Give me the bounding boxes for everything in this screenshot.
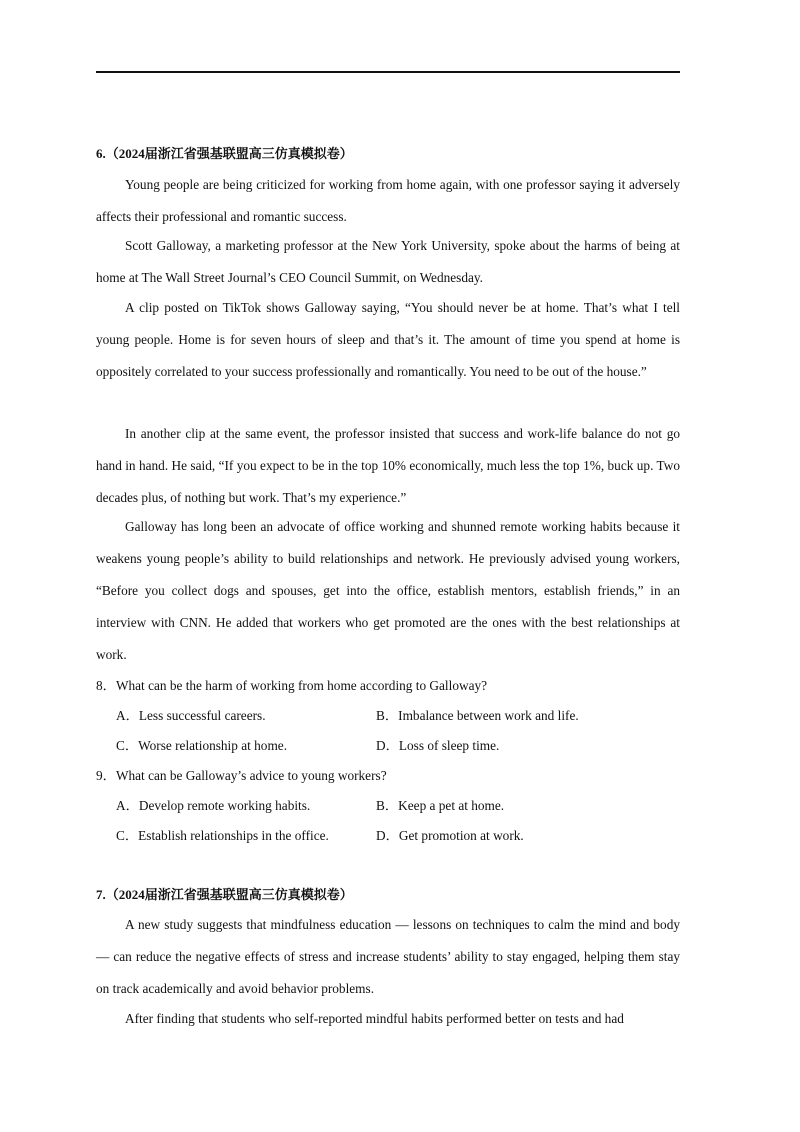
- section-6-paragraph-5: Galloway has long been an advocate of office working and shunned remote working habits because it weakens young people’s ability to build relationships and network. He previously advised young workers, “Before you collect dogs and spouses, get into the office, establish mentors, establish friends,” in an interview with CNN. He added that workers who get promoted are the ones with the best relationships at work.: [96, 519, 680, 662]
- section-7-paragraph-2: After finding that students who self-reported mindful habits performed better on tests and had: [125, 1011, 624, 1026]
- question-8-option-d: D．Loss of sleep time.: [376, 738, 500, 753]
- question-9-option-a: A．Develop remote working habits.: [116, 798, 311, 813]
- section-6-paragraph-3: A clip posted on TikTok shows Galloway saying, “You should never be at home. That’s what I tell young people. Home is for seven hours of sleep and that’s it. The amount of time you spend at home is oppositely correlated to your success professionally and romantically. You need to be out of the house.”: [96, 300, 680, 379]
- question-9-option-b: B．Keep a pet at home.: [376, 798, 505, 813]
- section-7-paragraph-1: A new study suggests that mindfulness education — lessons on techniques to calm the mind and body — can reduce the negative effects of stress and increase students’ ability to stay engaged, helping them stay on track academically and avoid behavior problems.: [96, 917, 680, 996]
- section-6-paragraph-1: Young people are being criticized for working from home again, with one professor saying it adversely affects their professional and romantic success.: [96, 177, 680, 224]
- section-6-paragraph-2: Scott Galloway, a marketing professor at the New York University, spoke about the harms of being at home at The Wall Street Journal’s CEO Council Summit, on Wednesday.: [96, 238, 680, 285]
- section-6-paragraph-4: In another clip at the same event, the professor insisted that success and work-life balance do not go hand in hand. He said, “If you expect to be in the top 10% economically, much less the top 1%, buck up. Two decades plus, of nothing but work. That’s my experience.”: [96, 426, 680, 505]
- question-8-stem: 8．What can be the harm of working from home according to Galloway?: [96, 678, 488, 693]
- section-6-title: 6.（2024届浙江省强基联盟高三仿真模拟卷）: [96, 146, 353, 161]
- question-9-option-c: C．Establish relationships in the office.: [116, 828, 329, 843]
- question-9-stem: 9．What can be Galloway’s advice to young workers?: [96, 768, 387, 783]
- header-rule: [96, 71, 680, 73]
- question-8-option-c: C．Worse relationship at home.: [116, 738, 288, 753]
- question-8-option-a: A．Less successful careers.: [116, 708, 266, 723]
- section-7-title: 7.（2024届浙江省强基联盟高三仿真模拟卷）: [96, 887, 353, 902]
- question-8-option-b: B．Imbalance between work and life.: [376, 708, 579, 723]
- question-9-option-d: D．Get promotion at work.: [376, 828, 524, 843]
